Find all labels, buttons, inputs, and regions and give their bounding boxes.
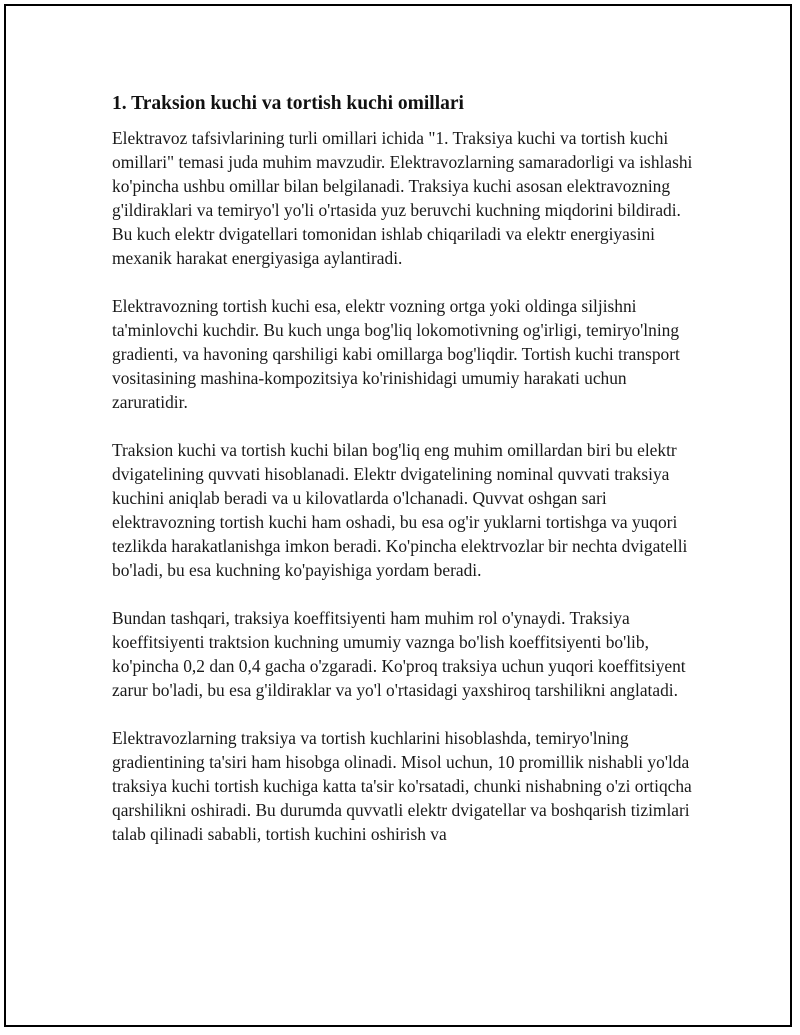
document-body	[112, 92, 697, 870]
section-heading: 1. Traksion kuchi va tortish kuchi omillari	[112, 93, 464, 114]
paragraph-3: Traksion kuchi va tortish kuchi bilan bog'liq eng muhim omillardan biri bu elektr dvigatelining quvvati hisoblanadi. Elektr dvigatelining nominal quvvati traksiya kuchini aniqlab beradi va u kilovatlarda o'lchanadi. Quvvat oshgan sari elektravozning tortish kuchi ham oshadi, bu esa og'ir yuklarni tortishga va yuqori tezlikda harakatlanishga imkon beradi. Ko'pincha elektrvozlar bir nechta dvigatelli bo'ladi, bu esa kuchning ko'payishiga yordam beradi.	[112, 440, 688, 580]
paragraph-1: Elektravoz tafsivlarining turli omillari ichida "1. Traksiya kuchi va tortish kuchi omillari" temasi juda muhim mavzudir. Elektravozlarning samaradorligi va ishlashi ko'pincha ushbu omillar bilan belgilanadi. Traksiya kuchi asosan elektravozning g'ildiraklari va temiryo'l yo'li o'rtasida yuz beruvchi kuchning miqdorini bildiradi. Bu kuch elektr dvigatellari tomonidan ishlab chiqariladi va elektr energiyasini mexanik harakat energiyasiga aylantiradi.	[112, 128, 693, 268]
paragraph-2: Elektravozning tortish kuchi esa, elektr vozning ortga yoki oldinga siljishni ta'minlovchi kuchdir. Bu kuch unga bog'liq lokomotivning og'irligi, temiryo'lning gradienti, va havoning qarshiligi kabi omillarga bog'liqdir. Tortish kuchi transport vositasining mashina-kompozitsiya ko'rinishidagi umumiy harakati uchun zaruratidir.	[112, 296, 680, 412]
paragraph-5: Elektravozlarning traksiya va tortish kuchlarini hisoblashda, temiryo'lning gradientining ta'siri ham hisobga olinadi. Misol uchun, 10 promillik nishabli yo'lda traksiya kuchi tortish kuchiga katta ta'sir ko'rsatadi, chunki nishabning o'zi ortiqcha qarshilikni oshiradi. Bu durumda quvvatli elektr dvigatellar va boshqarish tizimlari talab qilinadi sababli, tortish kuchini oshirish va	[112, 728, 692, 844]
paragraph-4: Bundan tashqari, traksiya koeffitsiyenti ham muhim rol o'ynaydi. Traksiya koeffitsiyenti traktsion kuchning umumiy vaznga bo'lish koeffitsiyenti bo'lib, ko'pincha 0,2 dan 0,4 gacha o'zgaradi. Ko'proq traksiya uchun yuqori koeffitsiyent zarur bo'ladi, bu esa g'ildiraklar va yo'l o'rtasidagi yaxshiroq tarshilikni anglatadi.	[112, 608, 686, 700]
